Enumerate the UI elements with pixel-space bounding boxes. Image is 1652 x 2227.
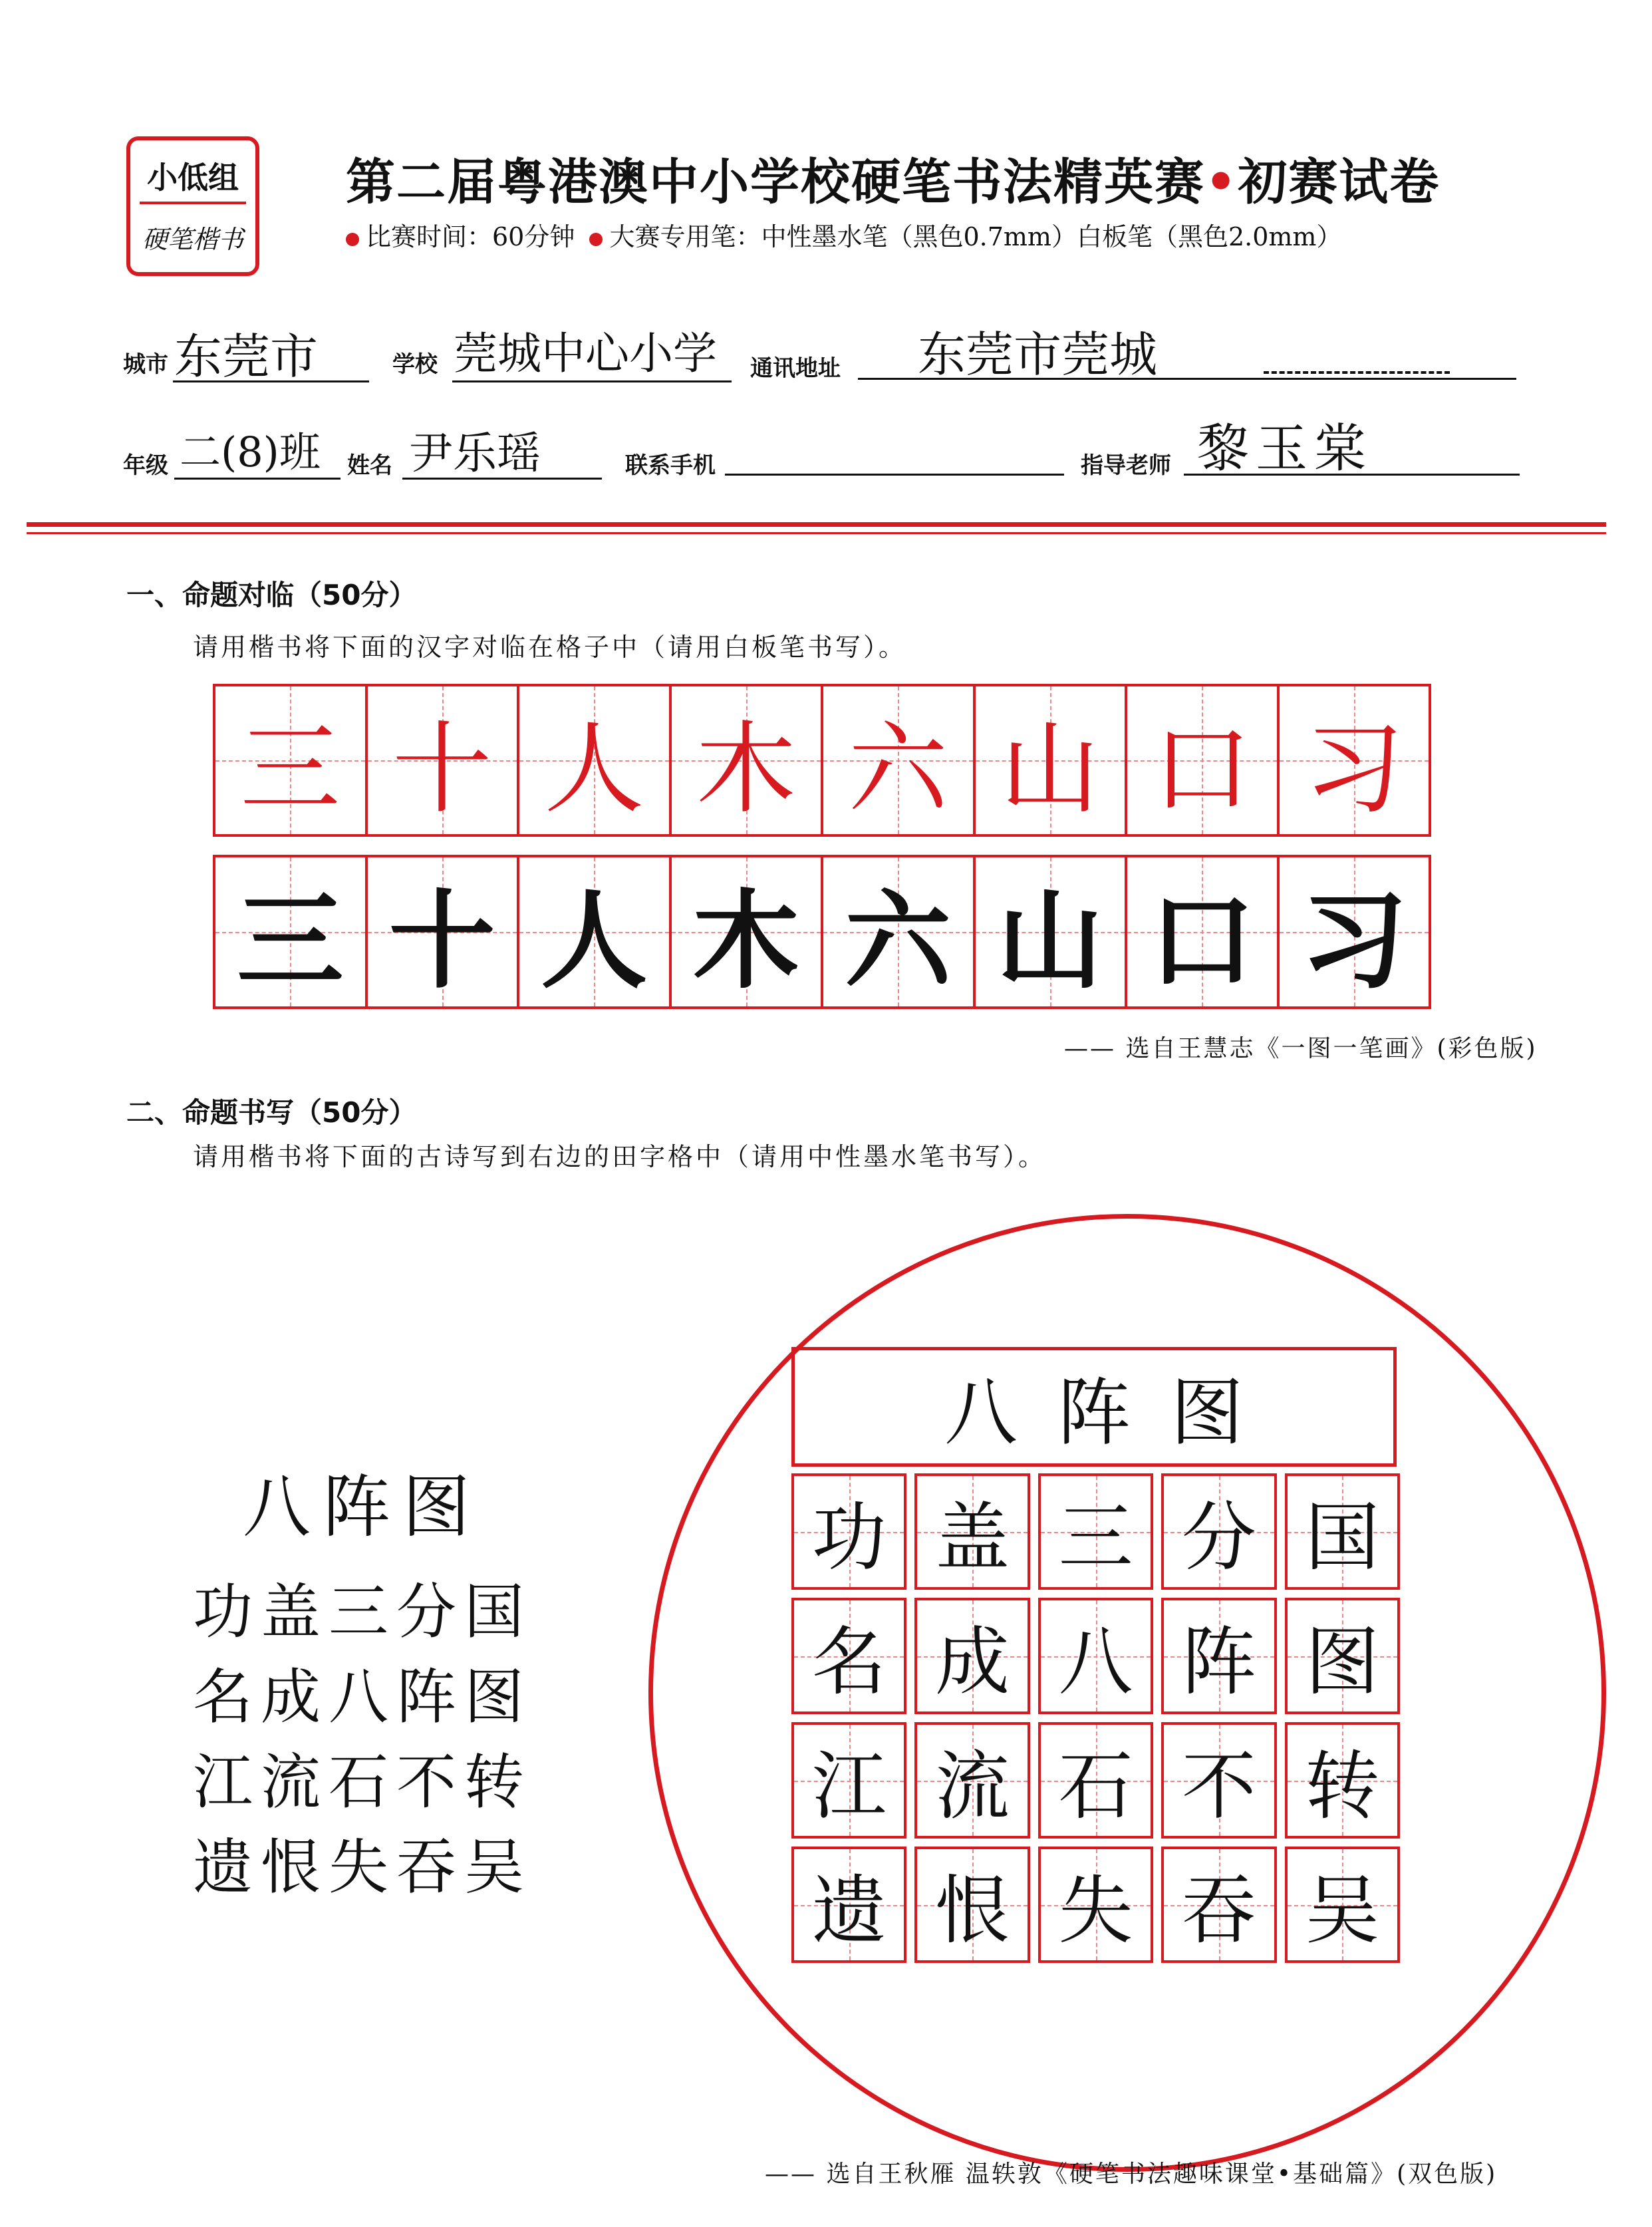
header-divider-thick: [27, 522, 1606, 527]
writing-cell[interactable]: [1161, 1598, 1276, 1714]
model-cell: [215, 686, 368, 834]
writing-cell[interactable]: [791, 1473, 906, 1590]
writing-cell[interactable]: [1038, 1847, 1153, 1963]
written-char: 成: [935, 1619, 1010, 1706]
model-char: 六: [848, 712, 948, 827]
model-char: 十: [392, 712, 492, 827]
poem-line: 遗恨失吞吴: [193, 1833, 532, 1902]
name-value[interactable]: 尹乐瑶: [409, 428, 541, 479]
writing-cell[interactable]: [914, 1598, 1030, 1714]
written-char: 遗: [811, 1868, 887, 1954]
bullet-dot-icon: [589, 233, 603, 246]
school-value[interactable]: 莞城中心小学: [454, 328, 717, 379]
teacher-label: 指导老师: [1081, 452, 1171, 479]
section2-credit: —— 选自王秋雁 温轶敦《硬笔书法趣味课堂•基础篇》(双色版): [765, 2160, 1498, 2188]
title-suffix: 初赛试卷: [1238, 154, 1441, 211]
model-cell: [823, 686, 976, 834]
writing-cell[interactable]: [1161, 1722, 1276, 1839]
written-char: 江: [811, 1743, 887, 1830]
written-char: 习: [1300, 879, 1407, 1003]
name-label: 姓名: [347, 452, 392, 479]
school-label: 学校: [392, 351, 438, 378]
grade-label: 年级: [123, 452, 168, 479]
model-cell: [672, 686, 824, 834]
copy-cell[interactable]: [368, 857, 520, 1006]
writing-cell[interactable]: [791, 1598, 906, 1714]
written-char: 吞: [1181, 1868, 1256, 1954]
bullet-dot-icon: [346, 233, 359, 246]
teacher-value[interactable]: 黎玉棠: [1197, 419, 1373, 479]
group-badge: [126, 136, 259, 276]
grade-value[interactable]: 二(8)班: [180, 428, 321, 476]
model-cell: [368, 686, 520, 834]
poem-line: 江流石不转: [193, 1747, 532, 1817]
writing-grid-row: [791, 1847, 1400, 1963]
header-divider-thin: [27, 532, 1606, 534]
written-char: 石: [1058, 1743, 1133, 1830]
writing-cell[interactable]: [1161, 1473, 1276, 1590]
writing-cell[interactable]: [1038, 1598, 1153, 1714]
written-title: 八阵图: [944, 1370, 1284, 1455]
written-char: 转: [1305, 1743, 1380, 1830]
writing-grid-row: [791, 1473, 1400, 1590]
model-cell: [519, 686, 672, 834]
copy-cell[interactable]: [519, 857, 672, 1006]
copy-character-grid: [213, 855, 1431, 1009]
title-dot: •: [1205, 154, 1238, 211]
page-title: [346, 143, 1440, 214]
written-char: 吴: [1305, 1868, 1380, 1954]
badge-divider: [140, 202, 246, 204]
writing-cell[interactable]: [1161, 1847, 1276, 1963]
written-char: 名: [811, 1619, 887, 1706]
written-title-box[interactable]: [791, 1347, 1397, 1467]
model-char: 木: [696, 712, 796, 827]
poem-line: 功盖三分国: [193, 1577, 532, 1647]
model-char: 三: [240, 712, 341, 827]
written-char: 功: [811, 1495, 887, 1581]
phone-underline[interactable]: [725, 474, 1064, 476]
writing-cell[interactable]: [914, 1473, 1030, 1590]
section1-title: 一、命题对临（50分）: [126, 579, 417, 611]
written-char: 山: [996, 879, 1103, 1003]
written-char: 木: [692, 879, 799, 1003]
written-char: 盖: [935, 1495, 1010, 1581]
phone-label: 联系手机: [625, 452, 716, 479]
written-char: 失: [1058, 1868, 1133, 1954]
exam-pens: 大赛专用笔：中性墨水笔（黑色0.7mm）白板笔（黑色2.0mm）: [609, 222, 1342, 251]
city-label: 城市: [123, 351, 168, 378]
badge-group-label: 小低组: [147, 160, 239, 196]
written-char: 六: [845, 879, 952, 1003]
address-label: 通讯地址: [750, 355, 841, 382]
model-cell: [1127, 686, 1280, 834]
written-char: 流: [935, 1743, 1010, 1830]
written-char: 国: [1305, 1495, 1380, 1581]
written-char: 十: [388, 879, 495, 1003]
copy-cell[interactable]: [672, 857, 824, 1006]
writing-cell[interactable]: [791, 1847, 906, 1963]
model-char: 口: [1152, 712, 1252, 827]
section1-credit: —— 选自王慧志《一图一笔画》(彩色版): [1064, 1035, 1538, 1062]
badge-style-label: 硬笔楷书: [142, 225, 243, 254]
model-cell: [1280, 686, 1429, 834]
written-char: 三: [237, 879, 344, 1003]
city-value[interactable]: 东莞市: [174, 329, 319, 384]
writing-cell[interactable]: [1038, 1473, 1153, 1590]
writing-cell[interactable]: [791, 1722, 906, 1839]
writing-grid-row: [791, 1722, 1400, 1839]
writing-cell[interactable]: [1285, 1847, 1400, 1963]
writing-grid-row: [791, 1598, 1400, 1714]
exam-time: 比赛时间：60分钟: [366, 222, 575, 251]
model-character-grid: [213, 684, 1431, 837]
written-char: 口: [1149, 879, 1256, 1003]
writing-cell[interactable]: [1285, 1722, 1400, 1839]
copy-cell[interactable]: [215, 857, 368, 1006]
writing-cell[interactable]: [1285, 1598, 1400, 1714]
writing-cell[interactable]: [1285, 1473, 1400, 1590]
section2-title: 二、命题书写（50分）: [126, 1096, 417, 1129]
written-char: 阵: [1181, 1619, 1256, 1706]
written-char: 人: [541, 879, 648, 1003]
title-main: 第二届粤港澳中小学校硬笔书法精英赛: [346, 154, 1205, 211]
copy-cell[interactable]: [1127, 857, 1280, 1006]
written-char: 八: [1058, 1619, 1133, 1706]
model-char: 山: [1000, 712, 1100, 827]
model-char: 人: [544, 712, 644, 827]
writing-cell[interactable]: [1038, 1722, 1153, 1839]
section2-instructions: 请用楷书将下面的古诗写到右边的田字格中（请用中性墨水笔书写）。: [193, 1142, 1047, 1171]
written-char: 三: [1058, 1495, 1133, 1581]
poem-line: 名成八阵图: [193, 1662, 532, 1732]
written-char: 图: [1305, 1619, 1380, 1706]
model-cell: [976, 686, 1128, 834]
poem-title: 八阵图: [243, 1468, 482, 1547]
address-scribble: [1264, 371, 1450, 374]
section1-instructions: 请用楷书将下面的汉字对临在格子中（请用白板笔书写）。: [193, 633, 907, 662]
model-char: 习: [1304, 712, 1404, 827]
written-char: 不: [1181, 1743, 1256, 1830]
address-value[interactable]: 东莞市莞城: [918, 327, 1158, 382]
writing-cell[interactable]: [914, 1847, 1030, 1963]
written-char: 分: [1181, 1495, 1256, 1581]
writing-cell[interactable]: [914, 1722, 1030, 1839]
copy-cell[interactable]: [976, 857, 1128, 1006]
exam-rules: [346, 216, 1341, 253]
copy-cell[interactable]: [1280, 857, 1429, 1006]
written-char: 恨: [935, 1868, 1010, 1954]
copy-cell[interactable]: [823, 857, 976, 1006]
